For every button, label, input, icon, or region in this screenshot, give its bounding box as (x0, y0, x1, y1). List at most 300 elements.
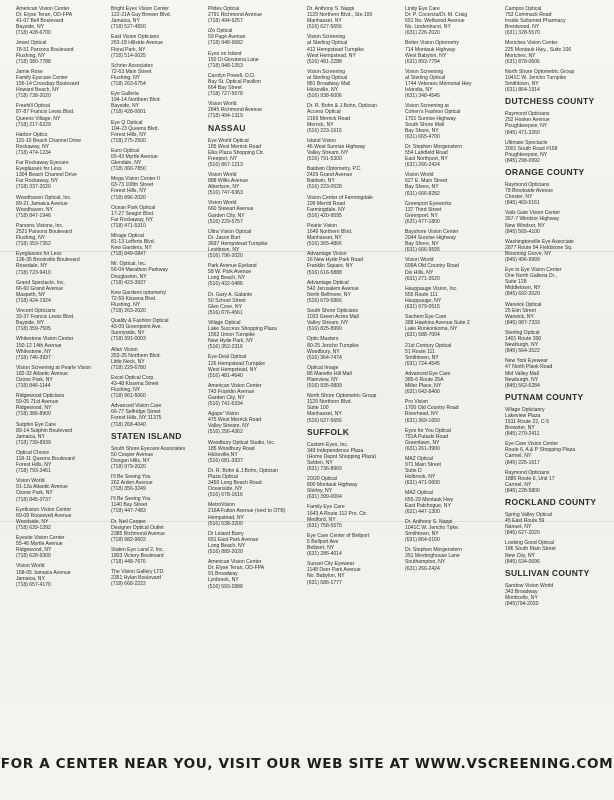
listing-phone: (718) 639-1392 (16, 524, 51, 531)
listing-name: Pearle Vision (307, 222, 337, 229)
listing-line: 115-10 Beach Channel Drive (16, 137, 82, 144)
listing-entry (16, 336, 112, 360)
listing-entry (208, 101, 304, 119)
listing-line: Forest Hills, NY (111, 131, 147, 138)
listing-line: New Windsor, NY (505, 222, 545, 229)
listing-line: 182-32 Atlantic Avenue (16, 370, 69, 377)
listing-phone: (631) 266-2424 (405, 162, 440, 169)
listing-line: 1129 Northern Blvd. (307, 399, 352, 406)
listing-entry (505, 182, 601, 206)
listing-phone: (631) 666-9595 (405, 247, 440, 254)
listing-line: 627 E. Main Street (405, 178, 448, 185)
listing-name: Staten Eye Land 2, Inc. (111, 546, 164, 553)
listing-name: Mirage Optical (111, 233, 144, 239)
listing-line: 351 Meetinghouse Lane (405, 553, 460, 560)
listing-line: 25 Elm Street (505, 307, 536, 314)
listing-name: Eyes on Island (208, 50, 242, 57)
listing-line: 743 Franklin Avenue (208, 388, 255, 395)
listing-entry (111, 403, 207, 427)
listing-entry (307, 103, 403, 133)
listing-name: Bayshore Vision Center (405, 229, 459, 235)
listing-phone: (845) 469-5161 (505, 200, 540, 207)
listing-line: Bayside, NY (16, 24, 45, 31)
listing-entry (208, 383, 304, 407)
listing-line: Plaza Optical (208, 474, 239, 480)
listing-entry (405, 314, 501, 338)
listing-line: 89-21 Jamaica Avenue (16, 200, 68, 207)
listing-name: Agape' Vision (208, 411, 239, 418)
listing-phone: (718) 746-3937 (16, 354, 51, 361)
listing-line: 47 North Plank Road (505, 364, 553, 371)
website-footer: FOR A CENTER NEAR YOU, VISIT OUR WEB SITE AT WWW.VSCREENING.COM (0, 756, 614, 772)
listing-line: 971 Main Street (405, 462, 441, 469)
listing-line: 1401 Route 300 (505, 336, 542, 343)
listing-name: Sachem Eye Care (405, 314, 447, 321)
listing-line: 1041C W. Jericho Tpke. (405, 524, 460, 531)
listing-line: Ozone Park, NY (16, 376, 53, 383)
listing-line: Dix Hills, NY (405, 269, 434, 276)
listing-phone: (718) 948-9682 (208, 40, 243, 47)
listing-phone: (718) 979-2020 (111, 463, 146, 470)
directory-column-5 (405, 6, 501, 746)
listing-line: Forest Hills, NY 11375 (111, 415, 162, 422)
listing-entry (405, 519, 501, 543)
listing-entry (111, 233, 207, 257)
listing-line: 1033 Green Acres Mall (307, 314, 359, 321)
listing-name: Vision World (208, 101, 237, 108)
listing-name: Dr. R. Bohn & J.Bohn, Optician (208, 467, 278, 474)
listing-entry (307, 476, 403, 500)
listing-name: American Vision Center (208, 559, 262, 566)
listing-entry (111, 176, 207, 200)
listing-name: Eye Care Vision Center (505, 441, 559, 448)
listing-phone: (516) 432-0486 (208, 281, 243, 288)
listing-line: Bay Shore, NY (405, 127, 439, 134)
listing-line: 651 No. Wellwood Avenue (405, 18, 465, 25)
listing-line: 72-63 Main Street (111, 68, 152, 75)
listing-phone: (718) 380-7788 (16, 58, 51, 65)
listing-line: Flushing, NY (111, 387, 141, 394)
listing-line: 33-37 Francis Lewis Blvd. (16, 314, 75, 321)
listing-line: Albertson, NY (208, 184, 240, 191)
listing-line: 388 Hawkins Avenue Suite 2 (405, 320, 470, 327)
listing-phone: (631) 266-2424 (405, 565, 440, 572)
listing-entry (111, 205, 207, 229)
listing-line: Access Optical (307, 109, 341, 116)
listing-phone: (516) 538-3200 (208, 520, 243, 527)
listing-line: Suite 128 (505, 279, 527, 286)
listing-phone: (516) 616-5888 (307, 269, 342, 276)
listing-name: Vision Screening at Pearle Vision (16, 364, 92, 371)
listing-line: Smithtown, NY (405, 531, 439, 538)
listing-phone: (718) 527-4550 (111, 24, 146, 31)
listing-entry (307, 336, 403, 360)
listing-phone: (718) 263-6754 (111, 81, 146, 88)
listing-line: Howard Beach, NY (16, 87, 60, 94)
listing-name: Advantage Vision (307, 251, 347, 258)
listing-phone: (718) 849-0847 (111, 251, 146, 258)
listing-line: Chester, NY (505, 194, 533, 201)
listing-line: Newburgh, NY (505, 376, 539, 383)
listing-name: Vision World (16, 478, 45, 485)
listing-line: Bay Shore, NY (405, 184, 439, 191)
listing-phone: (718) 337-2020 (16, 184, 51, 191)
listing-name: Ridgewood Opticians (16, 393, 65, 400)
listing-line: South Shore Mall (405, 121, 445, 128)
listing-entry (505, 358, 601, 388)
listing-line: 1700 Old Country Road (405, 405, 459, 412)
listing-line: 104-23 Queens Blvd. (111, 125, 159, 132)
listing-line: 2429 Grand Avenue (307, 172, 353, 179)
listing-name: 20/20 Optical (307, 476, 338, 483)
listing-entry (405, 103, 501, 140)
listing-line: 185 Woodbury Road (208, 445, 255, 452)
listing-entry (405, 40, 501, 64)
listing-name: Dr. Stephen Morgenstern (405, 143, 462, 150)
listing-name: The Vision Gallery LTD. (111, 569, 165, 576)
listing-line: 5 Bellport Ave (307, 538, 339, 545)
listing-line: 1803 Victory Boulevard (111, 553, 164, 560)
listing-entry (16, 535, 112, 559)
listing-phone: (631) 864-1914 (505, 87, 540, 94)
listing-name: Harbor Optics (16, 131, 48, 138)
listing-line: 50 Cooper Avenue (111, 451, 154, 458)
listing-line: Bayside, NY (111, 103, 140, 110)
listing-entry (111, 261, 207, 285)
listing-line: Manhasset, NY (307, 18, 342, 25)
listing-line: 122-21A Guy Brewer Blvd. (111, 12, 172, 19)
listing-line: West Babylon, NY (405, 52, 447, 59)
listing-name: Raymond Opticians (505, 469, 550, 476)
listing-line: Blooming Grove, NY (505, 250, 552, 257)
listing-name: Dr. Anthony S. Nappi (307, 6, 355, 12)
listing-entry (208, 468, 304, 498)
listing-entry (505, 407, 601, 437)
listing-line: 262 Arden Avenue (111, 480, 153, 487)
listing-entry (505, 330, 601, 354)
listing-line: 81-13 Lefferts Blvd. (111, 239, 156, 246)
listing-line: at Sterling Optical (307, 40, 348, 47)
listing-name: South Shore Eyecare Associates (111, 445, 186, 452)
listing-line: 475 West Merrick Road (208, 417, 262, 424)
listing-line: Elks Plaza Shopping Ctr. (208, 149, 265, 156)
listing-entry (405, 6, 501, 36)
listing-entry (111, 474, 207, 492)
listing-line: (Home Depot Shopping Plaza) (307, 453, 377, 460)
listing-line: Manhasset, NY (307, 235, 342, 242)
listing-name: Dr. Anthony S. Nappi (405, 518, 453, 525)
listing-line: Smithtown, NY (505, 81, 539, 88)
listing-phone: (631) 666-8282 (405, 190, 440, 197)
listing-entry (208, 292, 304, 316)
listing-phone: (718) 494-1319 (208, 113, 243, 120)
listing-entry (307, 365, 403, 389)
listing-phone: (516) 889-2020 (208, 549, 243, 556)
listing-entry (505, 69, 601, 93)
listing-line: 714 Montauk Highway (405, 46, 456, 53)
listing-entry (111, 318, 207, 342)
listing-line: 1643 A Route 112 Pro. Ctr. (307, 510, 368, 517)
listing-entry (405, 399, 501, 423)
listing-line: 888 Willis Avenue (208, 178, 249, 185)
listing-entry (16, 195, 112, 219)
listing-line: Greenlawn, NY (405, 439, 440, 446)
listing-name: Sterling Optical (505, 329, 540, 336)
listing-entry (111, 120, 207, 144)
listing-entry (307, 561, 403, 585)
listing-line: Suite D (405, 468, 422, 475)
listing-name: Schrier Associates (111, 62, 153, 69)
listing-line: 2877 Route 94 Fieldstone Sq. (505, 244, 573, 251)
listing-line: Medford, NY (307, 516, 336, 523)
listing-phone: (845) 627-2020 (505, 530, 540, 537)
listing-line: 253-25 Northern Blvd. (111, 352, 161, 359)
listing-line: 186 South Main Street (505, 546, 556, 553)
listing-phone: (718) 353-7352 (16, 241, 51, 248)
listing-line: 72-59 Kissena Blvd. (111, 295, 157, 302)
listing-name: Campos Optical (505, 6, 542, 12)
listing-line: 2385 Richmond Avenue (111, 530, 165, 537)
listing-phone: (516) 676-4561 (208, 309, 243, 316)
listing-line: 58 W. Park Avenue (208, 269, 252, 276)
listing-line: Carmel, NY (505, 453, 532, 460)
listing-phone: (516) 678-1616 (208, 492, 243, 499)
listing-line: Long Beach, NY (208, 275, 246, 282)
listing-line: 800 Montauk Highway (307, 482, 358, 489)
listing-entry (111, 347, 207, 371)
listing-name: Vision World (208, 200, 237, 207)
listing-phone: (845) 562-6284 (505, 382, 540, 389)
listing-line: Little Neck, NY (111, 358, 145, 365)
listing-name: Vision World (208, 171, 237, 178)
listing-line: Eyeglasses for Less (16, 166, 62, 173)
listing-entry (111, 34, 207, 58)
listing-entry (16, 251, 112, 275)
listing-name: North Shore Optometric Group (307, 393, 377, 400)
listing-phone: (718) 391-0003 (111, 336, 146, 343)
listing-phone: (516) 791-5300 (307, 156, 342, 163)
listing-entry (16, 422, 112, 446)
listing-line: 555 Route 111 (405, 291, 438, 298)
listing-entry (16, 450, 112, 474)
listing-line: 50 School Street (208, 297, 246, 304)
listing-entry (208, 411, 304, 435)
listing-name: MAZ Optical (405, 490, 434, 497)
listing-line: Greenport, NY (405, 212, 438, 219)
listing-line: 2351 Hylan Boulevard (111, 575, 162, 582)
listing-phone: (516) 825-8990 (307, 326, 342, 333)
listing-phone: (718) 982-9602 (111, 536, 146, 543)
listing-entry (16, 365, 112, 389)
listing-name: Eye to Eye Vision Center (505, 267, 562, 274)
listing-line: 699A Old Country Road (405, 263, 459, 270)
listing-line: Lynbrook, NY (208, 577, 239, 584)
listing-line: 16 New Hyde Park Road (307, 257, 364, 264)
listing-phone: (718) 386-8900 (16, 411, 51, 418)
listing-entry (505, 302, 601, 326)
listing-entry (405, 201, 501, 225)
listing-line: 41-07 Bell Boulevard (16, 18, 64, 25)
listing-name: Washingtonville Eye Associate (505, 238, 574, 245)
listing-line: 150 Di Giovanna Lane (208, 56, 259, 63)
listing-line: North Bellmore, NY (307, 291, 351, 298)
listing-line: Holbrook, NY (405, 474, 436, 481)
listing-name: Sunset City Eyewear (307, 561, 355, 568)
listing-line: Rockaway, NY (16, 143, 50, 150)
listing-line: Bellport, NY (307, 545, 335, 552)
listing-line: 1140 Bay Street (111, 502, 148, 509)
listing-name: Dr. Neil Cooper (111, 518, 146, 525)
listing-entry (307, 504, 403, 528)
listing-line: Warwick, NY (505, 313, 534, 320)
listing-line: 385-6 Route 25A (405, 376, 444, 383)
listing-name: Eyellusion Vision Center (16, 506, 72, 513)
listing-name: Eyesite Vision Center (16, 535, 65, 542)
listing-phone: (516) 747-6363 (208, 190, 243, 197)
listing-entry (111, 569, 207, 587)
listing-line: 881 Broadway Mall (307, 81, 351, 88)
listing-entry (405, 286, 501, 310)
listing-line: Brewster, NY (505, 425, 535, 432)
listing-phone: (845) 298-0992 (505, 157, 540, 164)
listing-entry (208, 229, 304, 259)
listing-name: Pro Vision (405, 399, 429, 406)
listing-entry (405, 490, 501, 514)
listing-entry (111, 519, 207, 543)
listing-name: Advanced Vision Care (111, 403, 162, 410)
listing-entry (208, 6, 304, 24)
listing-line: Lakeview Plaza (505, 412, 541, 419)
listing-phone: (718) 366-7850 (111, 166, 146, 173)
listing-name: Raymond Opticians (505, 181, 550, 188)
listing-line: Riverhead, NY (405, 411, 439, 418)
listing-name: Freehill Optical (16, 103, 50, 110)
listing-line: 17-27 Seagirt Blvd. (111, 210, 155, 217)
listing-line: at Sterling Optical (307, 74, 348, 81)
listing-line: 2001 South Road #158 (505, 145, 558, 152)
listing-line: 263-18 Hillside Avenue (111, 40, 164, 47)
listing-entry (111, 6, 207, 30)
listing-name: New York Eyewear (505, 358, 548, 365)
listing-phone: (516) 364-7474 (307, 354, 342, 361)
listing-line: 1562 Union Turnpike (208, 332, 256, 339)
listing-line: 194-14 Northern Blvd. (111, 97, 161, 104)
listing-line: Dongan Hills, NY (111, 457, 150, 464)
listing-line: Flushing, NY (16, 235, 46, 242)
listing-line: 51 Route 111 (405, 348, 435, 355)
listing-phone: (516) 627-5656 (307, 417, 342, 424)
listing-name: Allan Vision (111, 346, 138, 353)
listing-entry (405, 428, 501, 452)
listing-line: Rosedale, NY (16, 263, 48, 270)
listing-line: 2169 Merrick Road (307, 115, 351, 122)
listing-line: Farmingdale, NY (307, 206, 346, 213)
listing-entry (505, 140, 601, 164)
listing-line: Floral Park, NY (111, 46, 146, 53)
listing-line: Dr. Elyse Teran, OD-FPA (16, 12, 73, 19)
listing-entry (307, 195, 403, 219)
listing-line: 65-43 Myrtle Avenue (111, 153, 158, 160)
listing-line: Dr. Elyse Teran, OD-FPA (208, 565, 265, 572)
listing-phone: (631) 586-1777 (307, 579, 342, 586)
listing-phone: (845) 987-7333 (505, 319, 540, 326)
directory-column-2 (111, 6, 207, 746)
directory-column-4 (307, 6, 403, 746)
listing-phone: (718) 847-1946 (16, 212, 51, 219)
directory-column-6 (505, 6, 601, 746)
listing-line: 55-46 Myrtle Avenue (16, 541, 63, 548)
listing-line: Kew Gardens, NY (111, 245, 152, 252)
listing-entry (208, 440, 304, 464)
listing-name: Bright Eyes Vision Center (111, 6, 169, 12)
listing-entry (405, 144, 501, 168)
listing-phone: (631) 893-7794 (405, 58, 440, 65)
listing-line: Ridgewood, NY (16, 547, 52, 554)
listing-line: 3697 Hempstead Turnpike (208, 240, 268, 247)
listing-name: Lindy Eye Care (405, 6, 440, 12)
listing-entry (208, 200, 304, 224)
listing-phone: (516) 420-9595 (307, 212, 342, 219)
listing-name: Vision Screening at (405, 103, 449, 110)
listing-line: 660 Stewart Avenue (208, 206, 254, 213)
listing-phone: (631) 642-8400 (405, 389, 440, 396)
listing-phone: (718) 448-7676 (111, 559, 146, 566)
listing-entry (307, 442, 403, 472)
listing-phone: (631) 736-8969 (307, 466, 342, 472)
listing-phone: (631) 588-7004 (405, 332, 440, 339)
county-heading: NASSAU (208, 122, 246, 133)
listing-line: Merrick, NY (307, 121, 334, 128)
listing-phone: (516) 481-2288 (307, 58, 342, 65)
listing-line: Valley Stream, NY (307, 320, 349, 327)
listing-line: Dr. Jason Burt (208, 234, 241, 241)
listing-phone: (631) 226-2020 (405, 30, 440, 37)
listing-name: Optical Image (307, 364, 339, 371)
listing-name: iZo Optical (208, 28, 233, 35)
listing-phone: (516) 481-4640 (208, 372, 243, 379)
listing-phone: (718) 845-3737 (16, 496, 51, 503)
listing-name: Mega Vision Center II (111, 176, 160, 183)
listing-entry (505, 267, 601, 297)
listing-name: Woodbury Optical Studio, Inc. (208, 439, 276, 446)
listing-line: Flushing, NY (111, 74, 141, 81)
listing-name: Dr. R. Bohn & J.Bohn, Optician (307, 103, 377, 110)
listing-phone: (718) 494-9257 (208, 18, 243, 25)
listing-name: Greenport Eyeworks (405, 200, 452, 207)
listing-name: Looking Good Optical (505, 540, 554, 547)
listing-line: Baldwin, NY (307, 178, 335, 185)
listing-entry (208, 559, 304, 589)
listing-phone: (845) 496-9999 (505, 257, 540, 263)
listing-line: at Sterling Optical (405, 74, 446, 81)
listing-phone: (718) 217-6229 (16, 121, 51, 128)
listing-phone: (718) 471-5310 (111, 222, 146, 229)
listing-line: Carmel, NY (505, 481, 532, 488)
listing-phone: (516) 681-3937 (208, 457, 243, 464)
listing-entry (307, 69, 403, 99)
listing-name: East Vision Opticians (111, 34, 160, 41)
listing-entry (208, 502, 304, 526)
listing-entry (16, 6, 112, 36)
listing-name: Dr Leland Barry (208, 530, 244, 537)
listing-line: Whitestone, NY (16, 348, 52, 355)
listing-line: Newburgh, NY (505, 342, 539, 349)
listing-name: MetroVision (208, 502, 235, 509)
listing-phone: (718) 229-6780 (111, 364, 146, 371)
county-heading: DUTCHESS COUNTY (505, 96, 595, 107)
listing-line: 45 East Route 59 (505, 518, 545, 525)
listing-phone: (845) 471-3260 (505, 129, 540, 136)
